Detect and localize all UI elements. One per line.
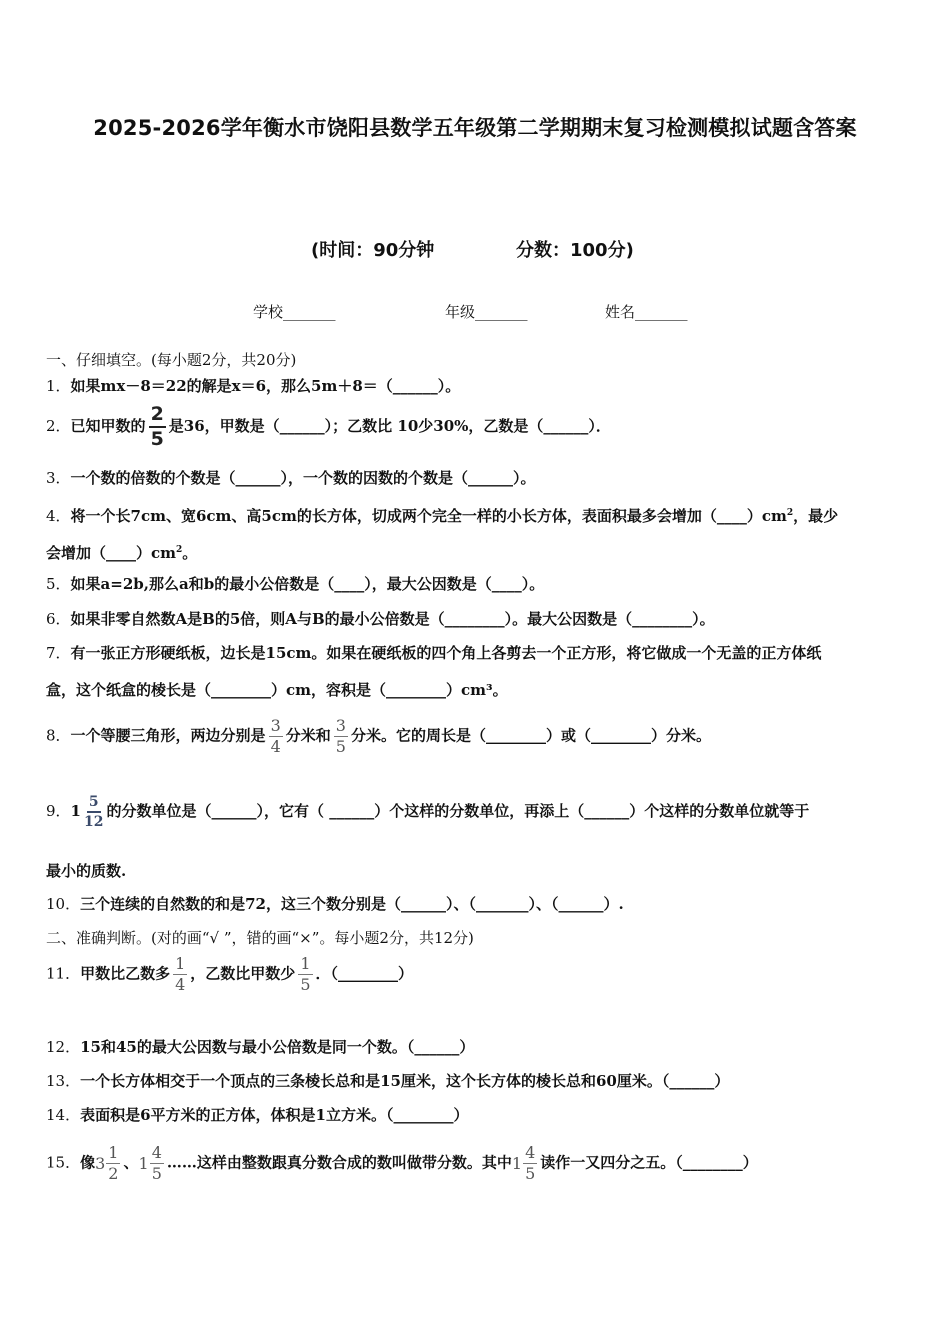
- question-5: [46, 573, 544, 595]
- section-1-heading: 一、仔细填空。(每小题2分，共20分): [46, 351, 297, 369]
- question-text: 如果a=2b,那么a和b的最小公倍数是（____），最大公因数是（____）。: [70, 575, 545, 593]
- question-number: 11．: [46, 964, 81, 983]
- question-7-continued: 盒，这个纸盒的棱长是（________）cm，容积是（________）cm³。: [46, 681, 508, 699]
- section-2-heading: 二、准确判断。(对的画“√ ”，错的画“×”。每小题2分，共12分): [46, 929, 474, 947]
- fraction: $\frac{5}{12}$: [83, 794, 104, 830]
- question-7: 7．有一张正方形硬纸板，边长是15cm。如果在硬纸板的四个角上各剪去一个正方形，将它做成一个无盖的正方体纸: [46, 644, 822, 662]
- question-text: 15和45的最大公因数与最小公倍数是同一个数。（______）: [80, 1038, 475, 1056]
- question-13: [46, 1070, 729, 1092]
- question-number: 2．: [46, 417, 71, 435]
- question-4: 4．将一个长7cm、宽6cm、高5cm的长方体，切成两个完全一样的小长方体，表面积最多会增加$(\_\_\_\_)cm^2$，最少: [46, 507, 839, 525]
- question-15: 15．像 3 $\frac{1}{2}$ 、 1 $\frac{4}{5}$ ……这样由整数跟真分数合成的数叫做带分数。其中 1 $\frac{4}{5}$ 读作一又四分之五。（________）: [46, 1143, 758, 1183]
- question-number: 9．: [46, 802, 71, 820]
- question-text: 如果mx－8＝22的解是x＝6，那么5m＋8＝（______）。: [70, 377, 461, 395]
- question-text: 如果非零自然数A是B的5倍，则A与B的最小公倍数是（________）。最大公因数是（________）。: [70, 610, 715, 628]
- question-number: 14．: [46, 1106, 81, 1124]
- grade-field: 年级_______: [445, 303, 528, 321]
- question-12: [46, 1036, 474, 1058]
- question-11: 11．甲数比乙数多 $\frac{1}{4}$ ，乙数比甲数少 $\frac{1}{5}$ ．（________）: [46, 954, 414, 994]
- fraction: $\frac{3}{4}$: [270, 716, 281, 756]
- question-3: [46, 467, 536, 489]
- exam-time: (时间：90分钟: [311, 240, 435, 261]
- question-number: 13．: [46, 1072, 81, 1090]
- question-number: 15．: [46, 1153, 81, 1172]
- name-field: 姓名_______: [605, 303, 688, 321]
- question-text: 一个数的倍数的个数是（______），一个数的因数的个数是（______）。: [70, 469, 536, 487]
- question-number: 4．: [46, 507, 71, 525]
- question-8: 8．一个等腰三角形，两边分别是 $\frac{3}{4}$ 分米和 $\frac{3}{5}$ 分米。它的周长是（________）或（________）分米。: [46, 716, 711, 756]
- question-text: 三个连续的自然数的和是72，这三个数分别是（______）、（_______）、（______）.: [80, 895, 624, 913]
- mixed-number: 1 $\frac{4}{5}$: [511, 1143, 536, 1183]
- question-10: [46, 893, 624, 915]
- question-number: 6．: [46, 610, 71, 628]
- question-14: [46, 1104, 468, 1126]
- question-number: 1．: [46, 377, 71, 395]
- question-6: [46, 608, 715, 630]
- question-2: 2．已知甲数的 $\frac{2}{5}$ 是36，甲数是（______）；乙数比 10少30%，乙数是（______）．: [46, 403, 611, 450]
- question-1: [46, 375, 460, 397]
- question-number: 5．: [46, 575, 71, 593]
- question-number: 3．: [46, 469, 71, 487]
- mixed-number: 3 $\frac{1}{2}$: [95, 1143, 119, 1183]
- question-number: 10．: [46, 895, 81, 913]
- school-field: 学校_______: [253, 303, 336, 321]
- mixed-number: 1 $\frac{4}{5}$: [138, 1143, 162, 1183]
- question-number: 8．: [46, 726, 71, 745]
- page-title: 2025-2026学年衡水市饶阳县数学五年级第二学期期末复习检测模拟试题含答案: [93, 116, 857, 140]
- question-number: 12．: [46, 1038, 81, 1056]
- question-text: 一个长方体相交于一个顶点的三条棱长总和是15厘米，这个长方体的棱长总和60厘米。（______）: [80, 1072, 730, 1090]
- question-number: 7．: [46, 644, 71, 662]
- question-4-continued: 会增加$(\_\_\_\_)cm^2$。: [46, 544, 198, 562]
- question-9-continued: 最小的质数.: [46, 862, 127, 880]
- fraction: $\frac{1}{5}$: [300, 954, 311, 994]
- fraction: $\frac{3}{5}$: [335, 716, 346, 756]
- fraction: $\frac{1}{4}$: [175, 954, 186, 994]
- exam-score: 分数：100分): [516, 240, 634, 261]
- question-text: 表面积是6平方米的正方体，体积是1立方米。（________）: [80, 1106, 469, 1124]
- question-9: 9．1 $\frac{5}{12}$ 的分数单位是（______），它有（ ______）个这样的分数单位，再添上（______）个这样的分数单位就等于: [46, 794, 810, 830]
- fraction: $\frac{2}{5}$: [150, 403, 164, 450]
